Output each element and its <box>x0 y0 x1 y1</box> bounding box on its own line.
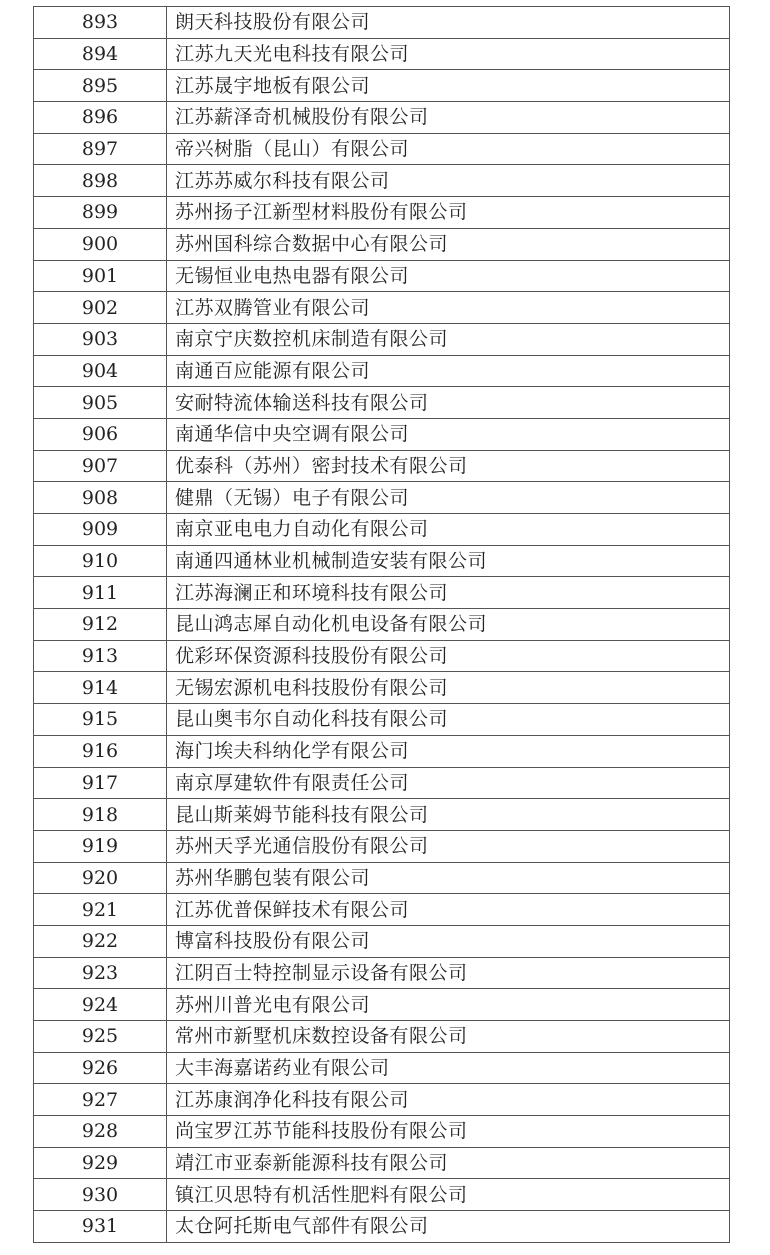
row-number: 900 <box>34 228 167 260</box>
company-name: 昆山奥韦尔自动化科技有限公司 <box>167 704 730 736</box>
table-row <box>34 1179 730 1211</box>
table-row <box>34 799 730 831</box>
row-number: 897 <box>34 133 167 165</box>
company-name: 太仓阿托斯电气部件有限公司 <box>167 1211 730 1243</box>
table-row <box>34 1052 730 1084</box>
row-number: 930 <box>34 1179 167 1211</box>
row-number: 923 <box>34 957 167 989</box>
table-row <box>34 7 730 39</box>
row-number: 894 <box>34 38 167 70</box>
row-number: 898 <box>34 165 167 197</box>
company-name: 南通华信中央空调有限公司 <box>167 418 730 450</box>
row-number: 912 <box>34 609 167 641</box>
company-name: 南京厚建软件有限责任公司 <box>167 767 730 799</box>
company-list-sheet <box>33 6 730 1243</box>
company-name: 昆山斯莱姆节能科技有限公司 <box>167 799 730 831</box>
row-number: 910 <box>34 545 167 577</box>
company-name: 南京宁庆数控机床制造有限公司 <box>167 323 730 355</box>
company-name: 江苏优普保鲜技术有限公司 <box>167 894 730 926</box>
company-name: 安耐特流体输送科技有限公司 <box>167 387 730 419</box>
table-row <box>34 197 730 229</box>
row-number: 901 <box>34 260 167 292</box>
table-row <box>34 1116 730 1148</box>
company-table-body <box>34 7 730 1243</box>
table-row <box>34 418 730 450</box>
row-number: 908 <box>34 482 167 514</box>
company-name: 无锡恒业电热电器有限公司 <box>167 260 730 292</box>
table-row <box>34 165 730 197</box>
row-number: 918 <box>34 799 167 831</box>
company-name: 苏州川普光电有限公司 <box>167 989 730 1021</box>
company-name: 江苏薪泽奇机械股份有限公司 <box>167 102 730 134</box>
table-row <box>34 640 730 672</box>
table-row <box>34 387 730 419</box>
table-row <box>34 38 730 70</box>
company-name: 江苏康润净化科技有限公司 <box>167 1084 730 1116</box>
row-number: 911 <box>34 577 167 609</box>
row-number: 928 <box>34 1116 167 1148</box>
company-name: 健鼎（无锡）电子有限公司 <box>167 482 730 514</box>
company-name: 大丰海嘉诺药业有限公司 <box>167 1052 730 1084</box>
table-row <box>34 545 730 577</box>
row-number: 922 <box>34 925 167 957</box>
row-number: 925 <box>34 1021 167 1053</box>
company-name: 苏州扬子江新型材料股份有限公司 <box>167 197 730 229</box>
table-row <box>34 482 730 514</box>
company-name: 靖江市亚泰新能源科技有限公司 <box>167 1147 730 1179</box>
company-name: 博富科技股份有限公司 <box>167 925 730 957</box>
table-row <box>34 450 730 482</box>
table-row <box>34 735 730 767</box>
table-row <box>34 70 730 102</box>
company-name: 镇江贝思特有机活性肥料有限公司 <box>167 1179 730 1211</box>
table-row <box>34 1211 730 1243</box>
row-number: 905 <box>34 387 167 419</box>
table-row <box>34 577 730 609</box>
table-row <box>34 514 730 546</box>
company-name: 优彩环保资源科技股份有限公司 <box>167 640 730 672</box>
row-number: 929 <box>34 1147 167 1179</box>
table-row <box>34 1147 730 1179</box>
table-row <box>34 672 730 704</box>
company-name: 江阴百士特控制显示设备有限公司 <box>167 957 730 989</box>
company-name: 尚宝罗江苏节能科技股份有限公司 <box>167 1116 730 1148</box>
company-name: 南通百应能源有限公司 <box>167 355 730 387</box>
table-row <box>34 609 730 641</box>
table-row <box>34 355 730 387</box>
row-number: 913 <box>34 640 167 672</box>
table-row <box>34 228 730 260</box>
row-number: 902 <box>34 292 167 324</box>
row-number: 921 <box>34 894 167 926</box>
company-name: 江苏晟宇地板有限公司 <box>167 70 730 102</box>
row-number: 903 <box>34 323 167 355</box>
company-name: 江苏海澜正和环境科技有限公司 <box>167 577 730 609</box>
table-row <box>34 323 730 355</box>
row-number: 909 <box>34 514 167 546</box>
company-name: 苏州华鹏包装有限公司 <box>167 862 730 894</box>
table-row <box>34 102 730 134</box>
company-name: 江苏双腾管业有限公司 <box>167 292 730 324</box>
row-number: 917 <box>34 767 167 799</box>
row-number: 931 <box>34 1211 167 1243</box>
table-row <box>34 989 730 1021</box>
table-row <box>34 862 730 894</box>
row-number: 915 <box>34 704 167 736</box>
row-number: 895 <box>34 70 167 102</box>
row-number: 916 <box>34 735 167 767</box>
table-row <box>34 957 730 989</box>
company-name: 苏州国科综合数据中心有限公司 <box>167 228 730 260</box>
company-name: 优泰科（苏州）密封技术有限公司 <box>167 450 730 482</box>
company-name: 无锡宏源机电科技股份有限公司 <box>167 672 730 704</box>
company-name: 江苏苏威尔科技有限公司 <box>167 165 730 197</box>
row-number: 904 <box>34 355 167 387</box>
table-row <box>34 260 730 292</box>
table-row <box>34 292 730 324</box>
row-number: 919 <box>34 830 167 862</box>
company-name: 昆山鸿志犀自动化机电设备有限公司 <box>167 609 730 641</box>
company-name: 南通四通林业机械制造安装有限公司 <box>167 545 730 577</box>
company-name: 海门埃夫科纳化学有限公司 <box>167 735 730 767</box>
row-number: 914 <box>34 672 167 704</box>
table-row <box>34 1084 730 1116</box>
row-number: 896 <box>34 102 167 134</box>
company-name: 帝兴树脂（昆山）有限公司 <box>167 133 730 165</box>
row-number: 926 <box>34 1052 167 1084</box>
company-name: 江苏九天光电科技有限公司 <box>167 38 730 70</box>
row-number: 920 <box>34 862 167 894</box>
row-number: 907 <box>34 450 167 482</box>
table-row <box>34 767 730 799</box>
company-name: 苏州天孚光通信股份有限公司 <box>167 830 730 862</box>
table-row <box>34 830 730 862</box>
table-row <box>34 704 730 736</box>
row-number: 893 <box>34 7 167 39</box>
company-name: 朗天科技股份有限公司 <box>167 7 730 39</box>
row-number: 927 <box>34 1084 167 1116</box>
company-name: 南京亚电电力自动化有限公司 <box>167 514 730 546</box>
row-number: 924 <box>34 989 167 1021</box>
row-number: 906 <box>34 418 167 450</box>
table-row <box>34 925 730 957</box>
company-name: 常州市新墅机床数控设备有限公司 <box>167 1021 730 1053</box>
company-table <box>33 6 730 1243</box>
table-row <box>34 894 730 926</box>
table-row <box>34 1021 730 1053</box>
row-number: 899 <box>34 197 167 229</box>
table-row <box>34 133 730 165</box>
